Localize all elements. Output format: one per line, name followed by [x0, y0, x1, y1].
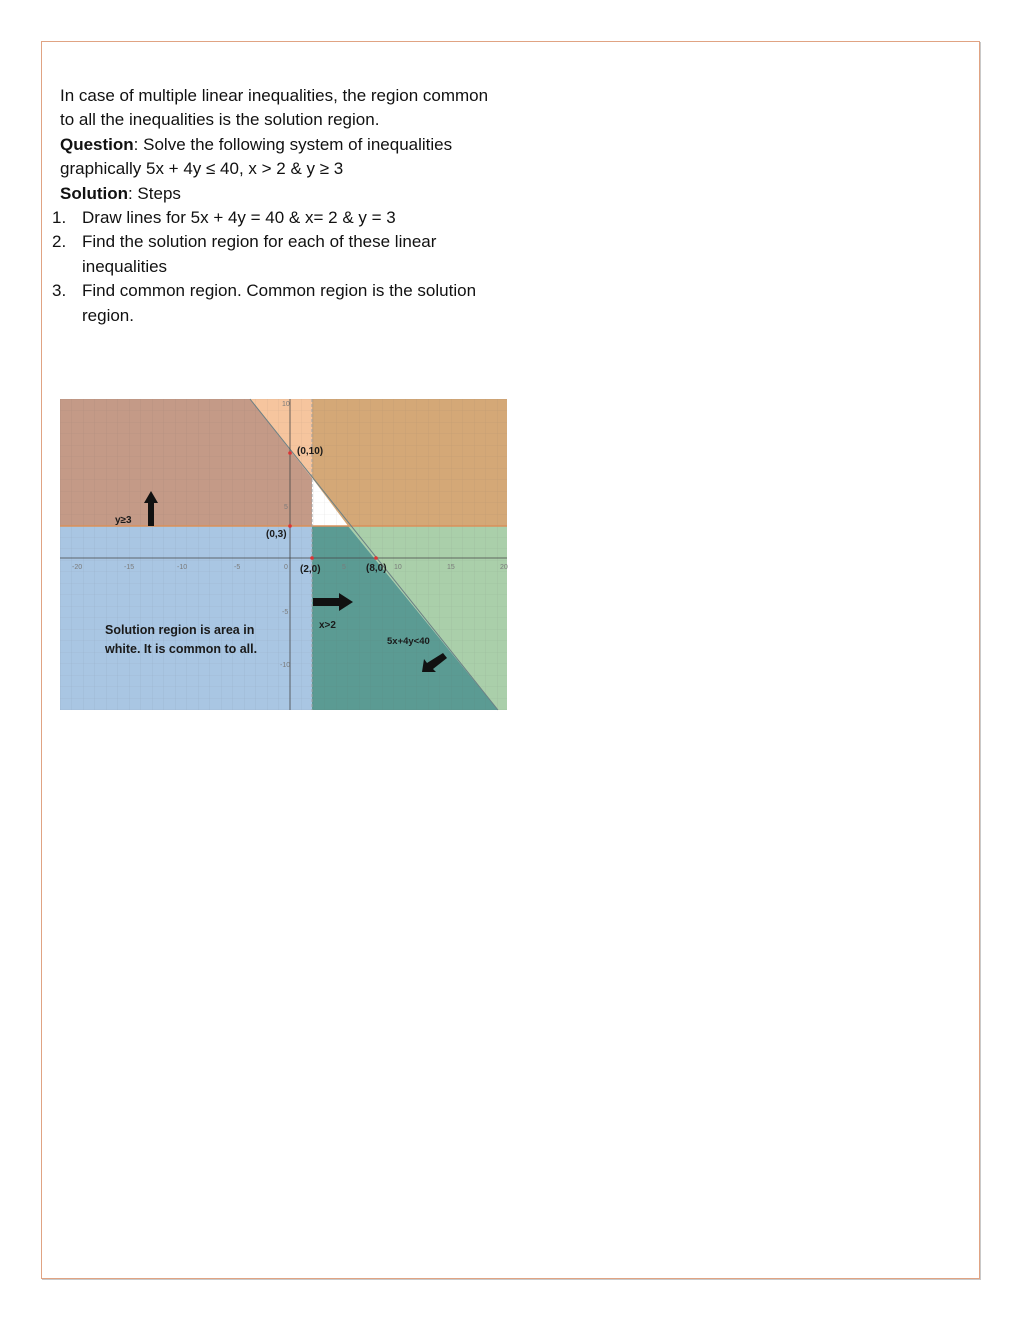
y-tick: 10: [282, 401, 290, 408]
x-tick: 20: [500, 564, 508, 571]
step-text: Draw lines for 5x + 4y = 40 & x= 2 & y = 3: [82, 208, 396, 228]
label-8-0: (8,0): [366, 563, 387, 574]
intro-paragraph: In case of multiple linear inequalities, the region common to all the inequalities is the solution region.: [60, 86, 489, 130]
step-item: [52, 279, 490, 328]
note-line-1: Solution region is area in: [105, 623, 255, 637]
x-tick: 15: [447, 564, 455, 571]
question-text: : Solve the following system of inequalities graphically 5x + 4y ≤ 40, x > 2 & y ≥ 3: [60, 134, 453, 179]
x-tick: -15: [124, 564, 135, 571]
step-text: Find the solution region for each of these linear inequalities: [82, 232, 437, 276]
x-tick: -10: [177, 564, 188, 571]
inequality-graph: [60, 399, 507, 710]
x-tick: -20: [72, 564, 83, 571]
label-0-10: (0,10): [297, 446, 324, 457]
solution-paragraph: [60, 182, 490, 206]
label-x-ineq: x>2: [319, 620, 336, 631]
label-line-ineq: 5x+4y<40: [387, 636, 430, 647]
step-number: 1.: [52, 208, 67, 228]
note-line-2: white. It is common to all.: [105, 642, 258, 656]
question-paragraph: [60, 133, 490, 182]
y-tick: -10: [280, 662, 291, 669]
x-tick: 0: [284, 564, 288, 571]
x-tick: 10: [394, 564, 402, 571]
label-2-0: (2,0): [300, 564, 321, 575]
solution-text: : Steps: [127, 183, 181, 203]
point-0-3: [288, 524, 292, 528]
step-item: [52, 230, 490, 279]
x-tick: -5: [234, 564, 241, 571]
step-text: Find common region. Common region is the solution region.: [82, 281, 477, 325]
label-0-3: (0,3): [266, 529, 287, 540]
graph-svg: [60, 399, 507, 710]
question-label: Question: [60, 134, 134, 154]
step-number: 2.: [52, 232, 67, 252]
point-2-0: [310, 556, 314, 560]
x-tick: 5: [342, 564, 346, 571]
solution-label: Solution: [60, 183, 128, 203]
steps-list: [52, 206, 490, 328]
point-8-0: [374, 556, 378, 560]
point-0-10: [288, 451, 292, 455]
step-number: 3.: [52, 281, 67, 301]
y-tick: -5: [282, 609, 289, 616]
label-y-ineq: y≥3: [115, 515, 132, 526]
y-tick: 5: [284, 504, 288, 511]
text-block: [52, 84, 490, 328]
step-item: [52, 206, 490, 230]
